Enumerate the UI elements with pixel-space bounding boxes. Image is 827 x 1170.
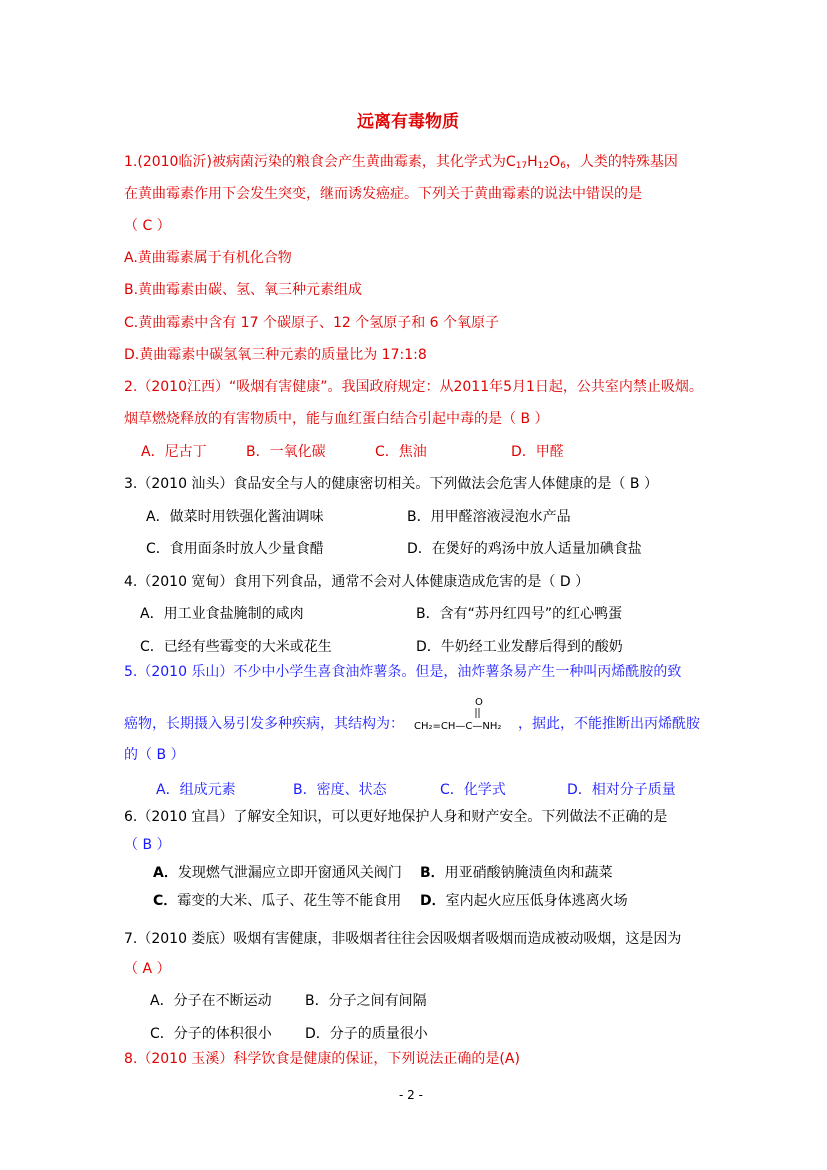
q6-option-a: A．发现燃气泄漏应立即开窗通风关阀门 [153,865,402,881]
q1-line1: 1.(2010临沂)被病菌污染的粮食会产生黄曲霉素，其化学式为$C_{17}H_{12}O_6$，人类的特殊基因 [124,154,678,171]
q2-line2: 烟草燃烧释放的有害物质中，能与血红蛋白结合引起中毒的是（ B ） [124,411,549,427]
q6-line1: 6.（2010 宜昌）了解安全知识，可以更好地保护人身和财产安全。下列做法不正确的是 [124,809,668,825]
q4-option-c: C．已经有些霉变的大米或花生 [140,639,332,655]
q3-option-c: C．食用面条时放人少量食醋 [146,541,324,557]
q2-line1: 2.（2010江西）“吸烟有害健康”。我国政府规定：从2011年5月1日起，公共室内禁止吸烟。 [124,379,703,395]
q6-option-d: D．室内起火应压低身体逃离火场 [420,893,628,909]
q4-option-d: D．牛奶经工业发酵后得到的酸奶 [416,639,623,655]
q2-option-d: D．甲醛 [511,444,564,460]
q4-line1: 4.（2010 宽甸）食用下列食品，通常不会对人体健康造成危害的是（ D ） [124,574,590,590]
q6-option-c: C．霉变的大米、瓜子、花生等不能食用 [153,893,402,909]
q8-line1: 8.（2010 玉溪）科学饮食是健康的保证，下列说法正确的是(A) [124,1051,520,1067]
q3-option-a: A．做菜时用铁强化酱油调味 [146,509,324,525]
q5-option-c: C．化学式 [440,782,506,798]
q7-option-d: D．分子的质量很小 [305,1026,428,1042]
q1-option-d: D.黄曲霉素中碳氢氧三种元素的质量比为 17:1:8 [124,347,427,363]
page-number: - 2 - [399,1088,423,1102]
formula-chain: CH₂=CH—C—NH₂ [414,721,502,732]
q4-option-a: A．用工业食盐腌制的咸肉 [140,606,304,622]
q2-option-b: B．一氧化碳 [246,444,326,460]
q3-line1: 3.（2010 汕头）食品安全与人的健康密切相关。下列做法会危害人体健康的是（ B ） [124,476,658,492]
q6-option-b: B．用亚硝酸钠腌渍鱼肉和蔬菜 [420,865,613,881]
formula-oxygen: O [475,697,483,708]
q5-option-b: B．密度、状态 [293,782,387,798]
q5-line2a: 癌物，长期摄入易引发多种疾病，其结构为： [124,716,404,732]
acrylamide-structure [412,694,520,738]
q5-line2b: ，据此，不能推断出丙烯酰胺 [518,716,700,732]
q1-option-a: A.黄曲霉素属于有机化合物 [124,250,292,266]
q7-option-a: A．分子在不断运动 [150,993,272,1009]
q3-option-d: D．在煲好的鸡汤中放人适量加碘食盐 [407,541,642,557]
q1-option-c: C.黄曲霉素中含有 17 个碳原子、12 个氢原子和 6 个氧原子 [124,315,500,331]
q5-line1: 5.（2010 乐山）不少中小学生喜食油炸薯条。但是，油炸薯条易产生一种叫丙烯酰胺的致 [124,664,682,680]
q7-option-c: C．分子的体积很小 [150,1026,272,1042]
q1-line2: 在黄曲霉素作用下会发生突变，继而诱发癌症。下列关于黄曲霉素的说法中错误的是 [124,186,642,202]
q2-option-c: C．焦油 [375,444,427,460]
q7-answer: （ A ） [124,961,171,977]
q5-line3: 的（ B ） [124,747,185,763]
q7-option-b: B．分子之间有间隔 [305,993,427,1009]
q3-option-b: B．用甲醛溶液浸泡水产品 [407,509,571,525]
q7-line1: 7.（2010 娄底）吸烟有害健康，非吸烟者往往会因吸烟者吸烟而造成被动吸烟，这是因为 [124,931,682,947]
q2-option-a: A．尼古丁 [141,444,207,460]
q6-answer: （ B ） [124,837,171,853]
q5-option-d: D．相对分子质量 [567,782,676,798]
q4-option-b: B．含有“苏丹红四号”的红心鸭蛋 [416,606,623,622]
q1-answer: （ C ） [124,218,171,234]
q5-option-a: A．组成元素 [156,782,236,798]
page-title: 远离有毒物质 [357,112,459,132]
q1-option-b: B.黄曲霉素由碳、氢、氧三种元素组成 [124,282,363,298]
